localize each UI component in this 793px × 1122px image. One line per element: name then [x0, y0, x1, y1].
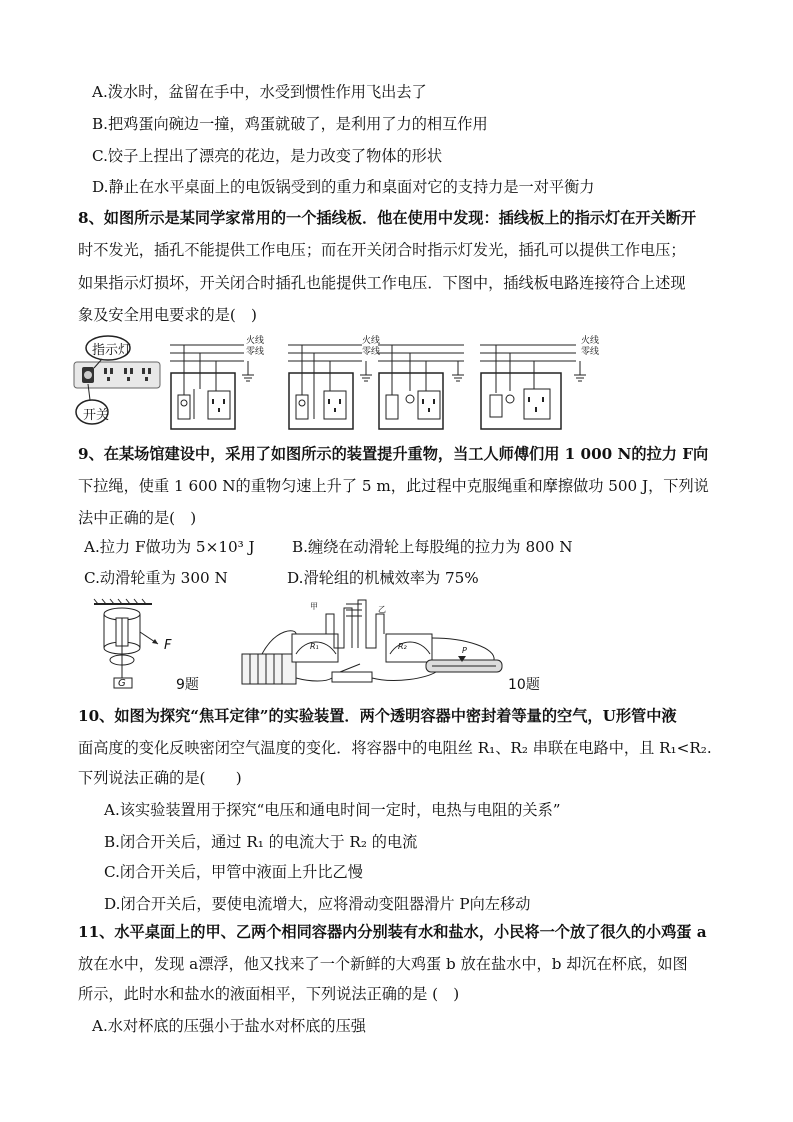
q7-option-a: A.泼水时，盆留在手中，水受到惯性作用飞出去了 [92, 83, 427, 101]
q10-jia-label: 甲 [310, 602, 318, 611]
q10-option-b: B.闭合开关后，通过 R₁ 的电流大于 R₂ 的电流 [104, 833, 418, 851]
q10-r2-label: R₂ [398, 642, 407, 651]
q9-force-label: F [164, 638, 172, 653]
q10-option-a: A.该实验装置用于探究“电压和通电时间一定时，电热与电阻的关系” [104, 801, 561, 819]
q8-stem-line4: 象及安全用电要求的是( ) [78, 306, 257, 324]
q10-stem-line2: 面高度的变化反映密闭空气温度的变化．将容器中的电阻丝 R₁、R₂ 串联在电路中，且 R₁<R₂. [78, 739, 712, 757]
q8-d-fire-wire: 火线 [581, 336, 600, 346]
q8-stem-line2: 时不发光，插孔不能提供工作电压；而在开关闭合时指示灯发光，插孔可以提供工作电压； [78, 241, 686, 259]
q9-option-a: A.拉力 F做功为 5×10³ J [84, 538, 255, 556]
q9-stem-line3: 法中正确的是( ) [78, 509, 197, 527]
q9-stem-line1: 9、在某场馆建设中，采用了如图所示的装置提升重物，当工人师傅们用 1 000 N的拉力 F向 [78, 445, 709, 463]
q9-weight-label: G [118, 678, 126, 689]
q11-stem-line2: 放在水中，发现 a漂浮，他又找来了一个新鲜的大鸡蛋 b 放在盐水中，b 却沉在杯底，如图 [78, 955, 688, 973]
q9-figure-caption: 9题 [176, 677, 199, 693]
q8-d-zero-wire: 零线 [581, 347, 600, 357]
q8-stem-line1: 8、如图所示是某同学家常用的一个插线板．他在使用中发现：插线板上的指示灯在开关断开 [78, 209, 697, 227]
q8-circuit-d [476, 333, 596, 431]
q11-stem-line1: 11、水平桌面上的甲、乙两个相同容器内分别装有水和盐水，小民将一个放了很久的小鸡蛋 a [78, 923, 707, 941]
q10-option-c: C.闭合开关后，甲管中液面上升比乙慢 [104, 863, 363, 881]
q10-figure-caption: 10题 [508, 677, 540, 693]
q10-stem-line1: 10、如图为探究“焦耳定律”的实验装置．两个透明容器中密封着等量的空气，U形管中液 [78, 707, 677, 725]
q9-option-d: D.滑轮组的机械效率为 75% [287, 569, 479, 587]
q9-option-b: B.缠绕在动滑轮上每股绳的拉力为 800 N [292, 538, 573, 556]
q10-yi-label: 乙 [378, 605, 386, 614]
q9-pulley-figure [92, 598, 172, 690]
q8-switch-label: 开关 [83, 408, 110, 423]
q8-indicator-label: 指示灯 [92, 343, 132, 358]
q7-option-c: C.饺子上捏出了漂亮的花边，是力改变了物体的形状 [92, 147, 443, 165]
q8-b-fire-wire: 火线 [362, 336, 381, 346]
q11-stem-line3: 所示，此时水和盐水的液面相平，下列说法正确的是 ( ) [78, 985, 460, 1003]
q9-option-c: C.动滑轮重为 300 N [84, 569, 228, 587]
q8-b-zero-wire: 零线 [362, 347, 381, 357]
q8-a-zero-wire: 零线 [246, 347, 265, 357]
q7-option-b: B.把鸡蛋向碗边一撞，鸡蛋就破了，是利用了力的相互作用 [92, 115, 488, 133]
q10-option-d: D.闭合开关后，要使电流增大，应将滑动变阻器滑片 P向左移动 [104, 895, 531, 913]
q10-slider-label: P [462, 646, 467, 655]
q8-circuit-c [374, 333, 474, 431]
q11-option-a: A.水对杯底的压强小于盐水对杯底的压强 [92, 1017, 366, 1035]
q10-r1-label: R₁ [310, 642, 319, 651]
q10-stem-line3: 下列说法正确的是( ) [78, 769, 242, 787]
q8-a-fire-wire: 火线 [246, 336, 265, 346]
q8-stem-line3: 如果指示灯损坏，开关闭合时插孔也能提供工作电压．下图中，插线板电路连接符合上述现 [78, 274, 686, 292]
q7-option-d: D.静止在水平桌面上的电饭锅受到的重力和桌面对它的支持力是一对平衡力 [92, 178, 595, 196]
q9-stem-line2: 下拉绳，使重 1 600 N的重物匀速上升了 5 m，此过程中克服绳重和摩擦做功 500 J，下列说 [78, 477, 709, 495]
